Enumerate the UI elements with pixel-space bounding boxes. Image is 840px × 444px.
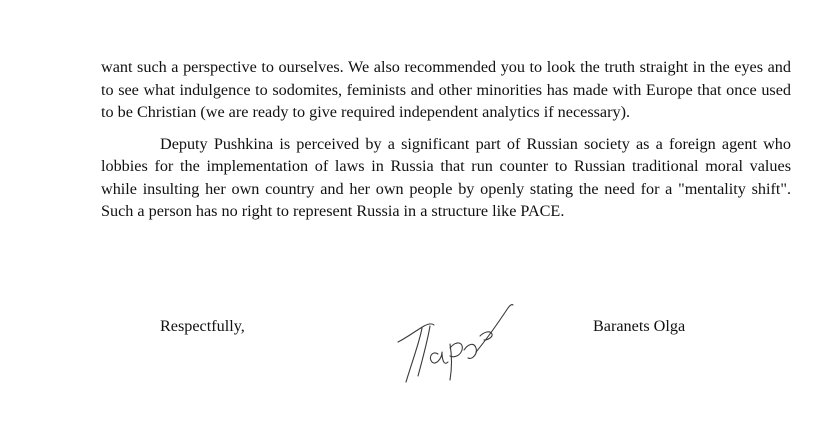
paragraph-deputy-pushkina: Deputy Pushkina is perceived by a significant part of Russian society as a foreign agent who lobbies for the implementation of laws in Russia that run counter to Russian traditional moral values while insulting her own country and her own people by openly stating the need for a "mentality shift". Such a person has no right to represent Russia in a structure like PACE. bbox=[101, 134, 791, 220]
handwritten-signature bbox=[392, 296, 517, 388]
letter-body bbox=[101, 56, 791, 223]
signer-name: Baranets Olga bbox=[593, 317, 686, 335]
closing-salutation: Respectfully, bbox=[160, 317, 245, 335]
paragraph-continuation: want such a perspective to ourselves. We also recommended you to look the truth straight in the eyes and to see what indulgence to sodomites, feminists and other minorities has made with Europe that once used to be Christian (we are ready to give required independent analytics if necessary). bbox=[101, 58, 791, 121]
